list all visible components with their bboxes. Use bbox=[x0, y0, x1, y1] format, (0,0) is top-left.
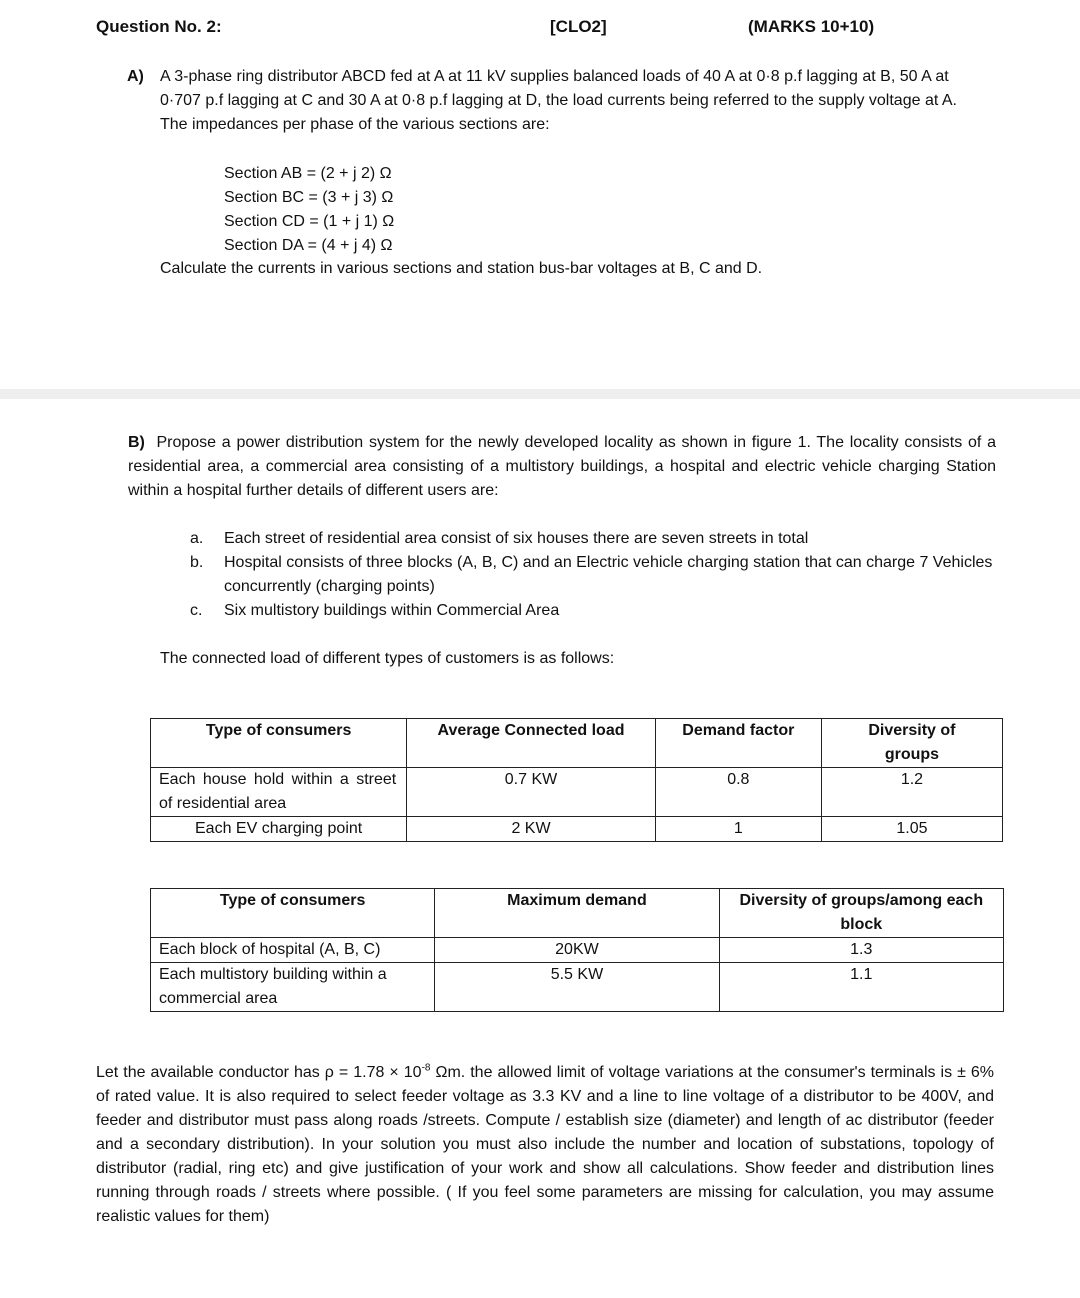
table-row bbox=[151, 963, 1004, 1012]
list-item bbox=[190, 599, 1000, 623]
list-marker: a. bbox=[190, 530, 204, 547]
cell-type: Each EV charging point bbox=[151, 817, 407, 842]
col-type: Type of consumers bbox=[151, 719, 407, 768]
consumer-list bbox=[190, 527, 1000, 623]
cell-diversity: 1.2 bbox=[821, 768, 1002, 817]
list-item bbox=[190, 551, 1000, 599]
section-bc: Section BC = (3 + j 3) Ω bbox=[224, 189, 394, 206]
table-header-row bbox=[151, 889, 1004, 938]
col-average-load: Average Connected load bbox=[407, 719, 656, 768]
part-b-text bbox=[128, 431, 996, 503]
maximum-demand-table bbox=[150, 888, 1004, 1012]
exponent: -8 bbox=[421, 1062, 431, 1074]
cell-demand: 0.8 bbox=[655, 768, 821, 817]
part-a-text: A 3-phase ring distributor ABCD fed at A at 11 kV supplies balanced loads of 40 A at 0·8 p.f lagging at B, 50 A at 0·707 p.f lagging at C and 30 A at 0·8 p.f lagging at D, the load currents being referred to the supply voltage at A. The impedances per phase of the various sections are: bbox=[160, 68, 957, 133]
list-marker: c. bbox=[190, 602, 203, 619]
list-text: Each street of residential area consist of six houses there are seven streets in total bbox=[224, 530, 809, 547]
part-b-label: B) bbox=[128, 434, 145, 451]
requirements-text: Ωm. the allowed limit of voltage variations at the consumer's terminals is ± 6% of rated value. It is also required to select feeder voltage as 3.3 KV and a line to line voltage of a distributor to be 400V, and feeder and distributor must pass along roads /streets. Compute / establish size (diameter) and length of ac distributor (feeder and a secondary distribution). In your solution you must also include the number and location of substations, topology of distributor (radial, ring etc) and give justification of your work and show all calculations. Show feeder and distribution lines running through roads / streets where possible. ( If you feel some parameters are missing for calculation, you may assume realistic values for them) bbox=[96, 1064, 995, 1225]
cell-diversity: 1.3 bbox=[719, 938, 1003, 963]
cell-demand: 1 bbox=[655, 817, 821, 842]
connected-load-table bbox=[150, 718, 1003, 842]
table-intro: The connected load of different types of customers is as follows: bbox=[160, 650, 615, 667]
cell-type: Each block of hospital (A, B, C) bbox=[151, 938, 435, 963]
part-a-task: Calculate the currents in various sections and station bus-bar voltages at B, C and D. bbox=[160, 260, 763, 277]
table-row bbox=[151, 817, 1003, 842]
cell-type: Each multistory building within a commercial area bbox=[151, 963, 435, 1012]
list-item bbox=[190, 527, 1000, 551]
section-impedances bbox=[224, 162, 394, 258]
list-text: Hospital consists of three blocks (A, B, C) and an Electric vehicle charging station that can charge 7 Vehicles concurrently (charging points) bbox=[224, 554, 993, 595]
page-break-band bbox=[0, 389, 1080, 399]
part-b-body: Propose a power distribution system for the newly developed locality as shown in figure 1. The locality consists of a residential area, a commercial area consisting of a multistory buildings, a hospital and electric vehicle charging Station within a hospital further details of different users are: bbox=[128, 434, 997, 499]
resistivity-text: Let the available conductor has ρ = 1.78 × 10 bbox=[96, 1064, 422, 1081]
cell-load: 0.7 KW bbox=[407, 768, 656, 817]
col-demand-factor: Demand factor bbox=[655, 719, 821, 768]
list-marker: b. bbox=[190, 554, 204, 571]
col-max-demand: Maximum demand bbox=[435, 889, 719, 938]
cell-max-demand: 5.5 KW bbox=[435, 963, 719, 1012]
cell-max-demand: 20KW bbox=[435, 938, 719, 963]
table-row bbox=[151, 768, 1003, 817]
col-diversity-block: Diversity of groups/among each block bbox=[719, 889, 1003, 938]
clo-label: [CLO2] bbox=[550, 17, 607, 36]
section-da: Section DA = (4 + j 4) Ω bbox=[224, 237, 393, 254]
table-header-row bbox=[151, 719, 1003, 768]
section-ab: Section AB = (2 + j 2) Ω bbox=[224, 165, 392, 182]
list-text: Six multistory buildings within Commercial Area bbox=[224, 602, 560, 619]
col-type: Type of consumers bbox=[151, 889, 435, 938]
cell-diversity: 1.05 bbox=[821, 817, 1002, 842]
col-diversity: Diversity of groups bbox=[821, 719, 1002, 768]
marks-label: (MARKS 10+10) bbox=[748, 17, 875, 36]
cell-type: Each house hold within a street of residential area bbox=[151, 768, 407, 817]
cell-diversity: 1.1 bbox=[719, 963, 1003, 1012]
section-cd: Section CD = (1 + j 1) Ω bbox=[224, 213, 395, 230]
question-number: Question No. 2: bbox=[96, 17, 222, 36]
part-a-label: A) bbox=[127, 68, 144, 85]
cell-load: 2 KW bbox=[407, 817, 656, 842]
design-requirements-paragraph bbox=[96, 1061, 994, 1229]
table-row bbox=[151, 938, 1004, 963]
